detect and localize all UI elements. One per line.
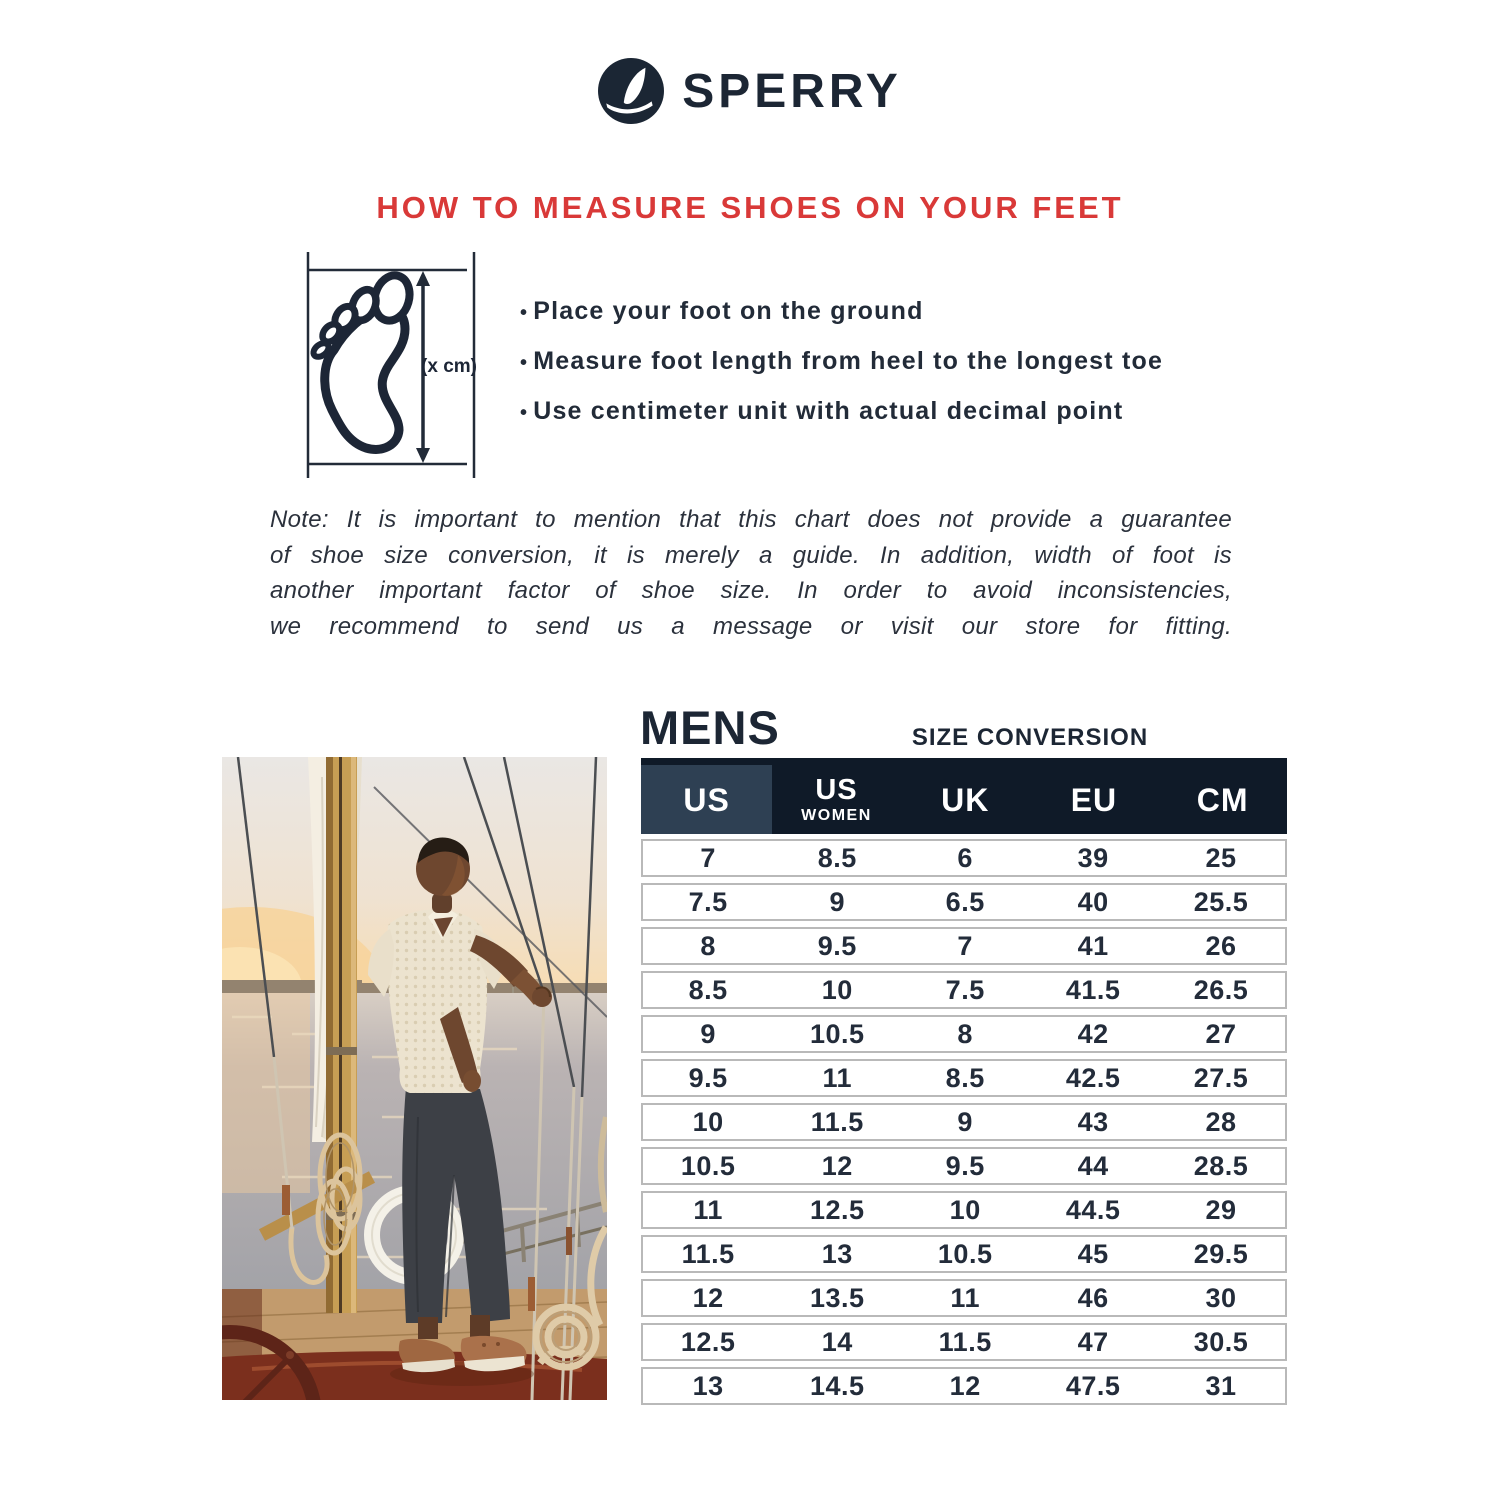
cell-uk: 6.5 (945, 886, 985, 917)
instruction-item (520, 347, 1163, 376)
cell-eu: 46 (1077, 1282, 1109, 1313)
cell-us: 8.5 (688, 974, 728, 1005)
table-row (641, 1367, 1287, 1405)
bullet-icon: • (520, 302, 529, 324)
cell-uk: 8.5 (945, 1062, 985, 1093)
header-uk: UK (941, 781, 990, 818)
cell-us: 12 (692, 1282, 724, 1313)
note-line: another important factor of shoe size. In order to avoid inconsistencies, (270, 577, 1232, 604)
table-row (641, 1323, 1287, 1361)
cell-us: 11.5 (681, 1238, 735, 1269)
note-line: Note: It is important to mention that this chart does not provide a guarantee (270, 506, 1232, 533)
cell-us-women: 12.5 (809, 1194, 865, 1225)
cell-eu: 44 (1077, 1150, 1109, 1181)
table-row (641, 1191, 1287, 1229)
table-row (641, 1147, 1287, 1185)
page-title: HOW TO MEASURE SHOES ON YOUR FEET (376, 190, 1124, 225)
cell-us-women: 14.5 (809, 1370, 865, 1401)
cell-eu: 41.5 (1065, 974, 1121, 1005)
table-row (641, 1279, 1287, 1317)
cell-uk: 9 (957, 1106, 973, 1137)
table-row (641, 927, 1287, 965)
diagram-cm-label: (x cm) (421, 356, 477, 377)
instruction-item (520, 397, 1163, 426)
cell-us: 11 (693, 1194, 723, 1225)
cell-us: 10.5 (680, 1150, 736, 1181)
instruction-text: Use centimeter unit with actual decimal point (533, 397, 1124, 425)
cell-us: 8 (700, 930, 716, 961)
table-row (641, 971, 1287, 1009)
cell-uk: 10.5 (937, 1238, 993, 1269)
measure-instructions (520, 297, 1163, 447)
cell-us-women: 11.5 (810, 1106, 864, 1137)
cell-us-women: 9.5 (817, 930, 857, 961)
disclaimer-note (270, 506, 1232, 648)
cell-uk: 11.5 (938, 1326, 992, 1357)
cell-eu: 47.5 (1065, 1370, 1121, 1401)
cell-cm: 26 (1205, 930, 1237, 961)
cell-cm: 27.5 (1193, 1062, 1249, 1093)
cell-us: 12.5 (680, 1326, 736, 1357)
cell-eu: 42 (1077, 1018, 1109, 1049)
cell-uk: 6 (957, 842, 973, 873)
brand-name: SPERRY (682, 64, 902, 118)
instruction-text: Measure foot length from heel to the longest toe (533, 347, 1164, 375)
table-row (641, 1059, 1287, 1097)
cell-uk: 9.5 (945, 1150, 985, 1181)
instruction-text: Place your foot on the ground (533, 297, 924, 325)
cell-cm: 29 (1205, 1194, 1237, 1225)
note-line: we recommend to send us a message or visit our store for fitting. (270, 612, 1232, 640)
cell-us-women: 10.5 (809, 1018, 865, 1049)
cell-us-women: 9 (829, 886, 846, 917)
cell-uk: 7.5 (945, 974, 985, 1005)
instruction-item (520, 297, 1163, 326)
cell-us-women: 14 (821, 1326, 853, 1357)
size-table-header (641, 758, 1287, 834)
cell-cm: 28.5 (1193, 1150, 1249, 1181)
sailboat-photo (222, 757, 607, 1400)
table-row (641, 1235, 1287, 1273)
cell-eu: 42.5 (1065, 1062, 1121, 1093)
cell-cm: 31 (1205, 1370, 1237, 1401)
cell-cm: 27 (1205, 1018, 1237, 1049)
cell-us-women: 10 (821, 974, 853, 1005)
cell-eu: 44.5 (1065, 1194, 1121, 1225)
cell-us: 7.5 (688, 886, 728, 917)
cell-cm: 30.5 (1193, 1326, 1249, 1357)
cell-us-women: 13 (821, 1238, 853, 1269)
table-row (641, 1015, 1287, 1053)
brand-header (0, 58, 1500, 124)
cell-cm: 30 (1205, 1282, 1237, 1313)
cell-eu: 45 (1077, 1238, 1109, 1269)
sperry-sailboat-logo-icon (598, 58, 664, 124)
table-title: SIZE CONVERSION (911, 724, 1149, 751)
cell-eu: 40 (1077, 886, 1109, 917)
cell-uk: 11 (950, 1282, 980, 1313)
table-row (641, 883, 1287, 921)
table-row (641, 1103, 1287, 1141)
cell-cm: 25.5 (1193, 886, 1249, 917)
cell-cm: 25 (1205, 842, 1237, 873)
cell-uk: 12 (949, 1370, 981, 1401)
bullet-icon: • (520, 402, 529, 424)
cell-eu: 41 (1077, 930, 1109, 961)
cell-eu: 39 (1077, 842, 1109, 873)
cell-uk: 7 (957, 930, 973, 961)
cell-us: 9.5 (688, 1062, 728, 1093)
cell-eu: 43 (1077, 1106, 1109, 1137)
cell-cm: 26.5 (1193, 974, 1249, 1005)
gender-label: MENS (640, 701, 780, 754)
cell-cm: 28 (1205, 1106, 1237, 1137)
cell-us-women: 13.5 (809, 1282, 865, 1313)
cell-us-women: 8.5 (817, 842, 857, 873)
size-table-body (641, 839, 1287, 1411)
cell-eu: 47 (1077, 1326, 1109, 1357)
header-us: US (641, 765, 772, 834)
cell-uk: 10 (949, 1194, 981, 1225)
note-line: of shoe size conversion, it is merely a guide. In addition, width of foot is (270, 541, 1232, 569)
cell-cm: 29.5 (1193, 1238, 1249, 1269)
bullet-icon: • (520, 352, 529, 374)
header-cm: CM (1196, 781, 1249, 818)
cell-us: 10 (692, 1106, 724, 1137)
cell-us: 13 (692, 1370, 724, 1401)
cell-us: 9 (700, 1018, 716, 1049)
table-row (641, 839, 1287, 877)
cell-us-women: 12 (821, 1150, 853, 1181)
header-us-women: US WOMEN (801, 773, 872, 824)
footprint-icon (311, 271, 415, 449)
cell-us-women: 11 (822, 1062, 853, 1093)
cell-us: 7 (700, 842, 716, 873)
header-eu: EU (1070, 781, 1118, 818)
cell-uk: 8 (957, 1018, 973, 1049)
